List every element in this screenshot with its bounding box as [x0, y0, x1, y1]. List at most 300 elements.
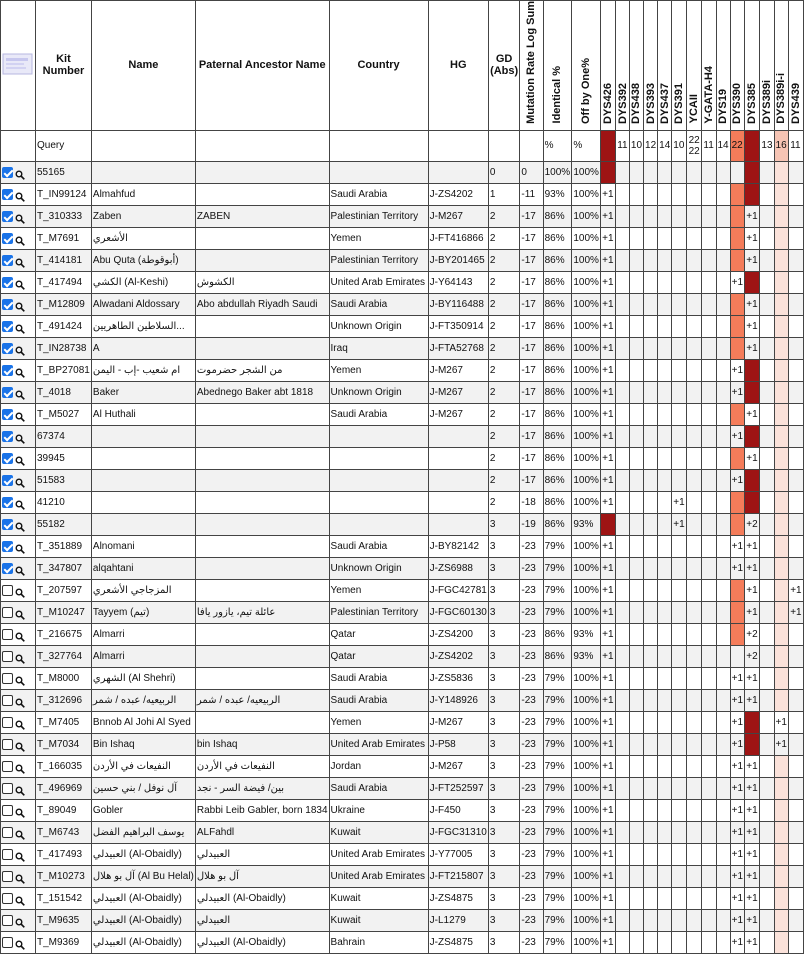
row-checkbox[interactable] — [2, 321, 13, 332]
row-checkbox[interactable] — [2, 739, 13, 750]
row-select-cell — [1, 359, 36, 381]
country-header[interactable]: Country — [329, 1, 428, 131]
name-cell: العبيدلي (Al-Obaidly) — [91, 931, 195, 953]
row-checkbox[interactable] — [2, 673, 13, 684]
marker-cell — [629, 557, 643, 579]
marker-cell — [616, 579, 630, 601]
marker-cell — [702, 205, 716, 227]
magnifier-icon[interactable] — [15, 189, 25, 199]
kit-number[interactable]: T_M5027 — [36, 403, 92, 425]
marker-cell: +1 — [745, 909, 760, 931]
marker-cell — [789, 777, 804, 799]
identical-header[interactable] — [543, 1, 572, 131]
gd-cell: 2 — [488, 205, 520, 227]
marker-cell — [629, 425, 643, 447]
kit-number[interactable]: T_312696 — [36, 689, 92, 711]
identical-cell: 86% — [543, 381, 572, 403]
marker-cell — [716, 557, 730, 579]
marker-cell: +1 — [730, 381, 745, 403]
row-checkbox[interactable] — [2, 563, 13, 574]
row-checkbox[interactable] — [2, 585, 13, 596]
marker-cell — [616, 205, 630, 227]
magnifier-icon[interactable] — [15, 607, 25, 617]
marker-header-8[interactable] — [716, 1, 730, 131]
marker-cell: +1 — [745, 205, 760, 227]
gd-cell: 2 — [488, 337, 520, 359]
marker-cell: +1 — [672, 491, 687, 513]
row-checkbox[interactable] — [2, 871, 13, 882]
marker-cell: +1 — [730, 799, 745, 821]
marker-cell — [658, 359, 672, 381]
marker-cell — [702, 689, 716, 711]
kit-number[interactable]: T_207597 — [36, 579, 92, 601]
magnifier-icon[interactable] — [15, 519, 25, 529]
hg-cell: J-BY201465 — [428, 249, 488, 271]
marker-cell — [644, 447, 658, 469]
mutation-cell: -23 — [520, 645, 543, 667]
gd-cell: 3 — [488, 843, 520, 865]
table-row — [1, 535, 804, 557]
country-cell: Yemen — [329, 227, 428, 249]
kit-number[interactable]: T_491424 — [36, 315, 92, 337]
marker-cell — [629, 513, 643, 535]
row-checkbox[interactable] — [2, 387, 13, 398]
marker-cell — [672, 293, 687, 315]
marker-cell — [716, 711, 730, 733]
marker-cell — [616, 711, 630, 733]
marker-cell: +1 — [601, 777, 616, 799]
marker-cell — [745, 711, 760, 733]
kit-number[interactable]: T_347807 — [36, 557, 92, 579]
magnifier-icon[interactable] — [15, 409, 25, 419]
magnifier-icon[interactable] — [15, 849, 25, 859]
row-checkbox[interactable] — [2, 937, 13, 948]
kit-number[interactable]: T_351889 — [36, 535, 92, 557]
kit-number[interactable]: T_216675 — [36, 623, 92, 645]
marker-cell — [672, 425, 687, 447]
kit-number[interactable]: T_M12809 — [36, 293, 92, 315]
marker-cell — [774, 469, 789, 491]
row-checkbox[interactable] — [2, 541, 13, 552]
marker-cell — [716, 249, 730, 271]
marker-cell — [702, 667, 716, 689]
marker-label: Y-GATA-H4 — [702, 66, 715, 124]
marker-cell — [774, 821, 789, 843]
kit-number[interactable]: T_M7691 — [36, 227, 92, 249]
kit-number[interactable]: T_M10273 — [36, 865, 92, 887]
paternal-cell: العبيدلي — [195, 909, 329, 931]
row-checkbox[interactable] — [2, 651, 13, 662]
marker-cell — [672, 205, 687, 227]
paternal-cell — [195, 469, 329, 491]
kit-number[interactable]: T_BP27081 — [36, 359, 92, 381]
marker-cell — [616, 733, 630, 755]
marker-cell — [716, 733, 730, 755]
magnifier-icon[interactable] — [15, 783, 25, 793]
offbyone-cell: 100% — [572, 733, 601, 755]
marker-cell — [644, 579, 658, 601]
table-row — [1, 425, 804, 447]
kit-number[interactable]: 67374 — [36, 425, 92, 447]
magnifier-icon[interactable] — [15, 695, 25, 705]
row-checkbox[interactable] — [2, 695, 13, 706]
marker-cell — [760, 447, 774, 469]
kit-number[interactable]: T_M6743 — [36, 821, 92, 843]
marker-cell — [658, 799, 672, 821]
marker-cell — [774, 931, 789, 953]
row-checkbox[interactable] — [2, 167, 13, 178]
row-select-cell — [1, 623, 36, 645]
marker-cell — [716, 645, 730, 667]
kit-number[interactable]: T_M9635 — [36, 909, 92, 931]
kit-number[interactable]: 39945 — [36, 447, 92, 469]
row-checkbox[interactable] — [2, 189, 13, 200]
identical-cell: 86% — [543, 337, 572, 359]
row-checkbox[interactable] — [2, 299, 13, 310]
marker-cell — [716, 931, 730, 953]
country-cell: United Arab Emirates — [329, 271, 428, 293]
row-checkbox[interactable] — [2, 277, 13, 288]
name-cell: آل بو هلال (Al Bu Helal) — [91, 865, 195, 887]
hg-header[interactable]: HG — [428, 1, 488, 131]
kit-number[interactable]: T_M7034 — [36, 733, 92, 755]
magnifier-icon[interactable] — [15, 211, 25, 221]
kit-number[interactable]: T_M10247 — [36, 601, 92, 623]
row-checkbox[interactable] — [2, 629, 13, 640]
query-cell — [428, 130, 488, 161]
marker-cell: +1 — [730, 821, 745, 843]
marker-header-3[interactable] — [644, 1, 658, 131]
paternal-cell — [195, 249, 329, 271]
marker-cell — [686, 513, 701, 535]
magnifier-icon[interactable] — [15, 167, 25, 177]
magnifier-icon[interactable] — [15, 827, 25, 837]
marker-header-11[interactable] — [760, 1, 774, 131]
marker-cell — [616, 161, 630, 183]
marker-cell — [789, 843, 804, 865]
marker-header-10[interactable] — [745, 1, 760, 131]
marker-cell: +1 — [730, 931, 745, 953]
select-all-header[interactable] — [1, 1, 36, 131]
identical-cell: 86% — [543, 513, 572, 535]
magnifier-icon[interactable] — [15, 387, 25, 397]
kit-number[interactable]: T_496969 — [36, 777, 92, 799]
kit-number[interactable]: T_M7405 — [36, 711, 92, 733]
identical-cell: 79% — [543, 887, 572, 909]
marker-cell — [716, 887, 730, 909]
marker-cell: +1 — [745, 403, 760, 425]
marker-cell — [644, 557, 658, 579]
magnifier-icon[interactable] — [15, 585, 25, 595]
marker-header-13[interactable] — [789, 1, 804, 131]
marker-cell — [789, 359, 804, 381]
table-row — [1, 337, 804, 359]
mutation-cell: -17 — [520, 271, 543, 293]
marker-cell — [686, 689, 701, 711]
row-checkbox[interactable] — [2, 607, 13, 618]
row-checkbox[interactable] — [2, 519, 13, 530]
offbyone-cell: 100% — [572, 865, 601, 887]
kit-number[interactable]: T_M9369 — [36, 931, 92, 953]
marker-cell — [616, 381, 630, 403]
query-marker: 10 — [629, 130, 643, 161]
marker-header-1[interactable] — [616, 1, 630, 131]
offbyone-cell: 100% — [572, 821, 601, 843]
table-row — [1, 579, 804, 601]
kit-number[interactable]: T_IN99124 — [36, 183, 92, 205]
identical-cell: 86% — [543, 491, 572, 513]
magnifier-icon[interactable] — [15, 299, 25, 309]
marker-cell — [716, 271, 730, 293]
kit-number[interactable]: 41210 — [36, 491, 92, 513]
magnifier-icon[interactable] — [15, 277, 25, 287]
marker-cell — [658, 821, 672, 843]
magnifier-icon[interactable] — [15, 717, 25, 727]
marker-cell — [702, 183, 716, 205]
marker-cell — [702, 403, 716, 425]
row-checkbox[interactable] — [2, 761, 13, 772]
marker-header-2[interactable] — [629, 1, 643, 131]
marker-cell — [616, 271, 630, 293]
name-cell: يوسف البراهيم الفضل — [91, 821, 195, 843]
marker-cell: +1 — [730, 755, 745, 777]
marker-cell — [702, 491, 716, 513]
marker-header-0[interactable] — [601, 1, 616, 131]
gd-cell: 3 — [488, 645, 520, 667]
row-checkbox[interactable] — [2, 255, 13, 266]
magnifier-icon[interactable] — [15, 233, 25, 243]
magnifier-icon[interactable] — [15, 761, 25, 771]
marker-cell: +2 — [745, 645, 760, 667]
marker-cell — [658, 865, 672, 887]
magnifier-icon[interactable] — [15, 541, 25, 551]
marker-cell — [644, 887, 658, 909]
magnifier-icon[interactable] — [15, 739, 25, 749]
row-checkbox[interactable] — [2, 211, 13, 222]
gd-cell: 2 — [488, 381, 520, 403]
marker-cell — [760, 887, 774, 909]
name-cell: Almarri — [91, 623, 195, 645]
paternal-cell: الكشوش — [195, 271, 329, 293]
marker-cell — [658, 249, 672, 271]
offbyone-cell: 100% — [572, 601, 601, 623]
marker-cell — [686, 755, 701, 777]
marker-cell — [658, 931, 672, 953]
mutation-cell: -23 — [520, 821, 543, 843]
kit-number[interactable]: T_4018 — [36, 381, 92, 403]
mutation-cell: -23 — [520, 799, 543, 821]
gd-cell: 3 — [488, 579, 520, 601]
kit-number[interactable]: T_417494 — [36, 271, 92, 293]
marker-cell — [658, 667, 672, 689]
marker-cell — [789, 447, 804, 469]
marker-cell — [760, 469, 774, 491]
kit-number[interactable]: 55182 — [36, 513, 92, 535]
table-row — [1, 403, 804, 425]
marker-header-9[interactable] — [730, 1, 745, 131]
marker-cell — [789, 249, 804, 271]
kit-number[interactable]: T_414181 — [36, 249, 92, 271]
magnifier-icon[interactable] — [15, 563, 25, 573]
marker-cell: +1 — [601, 535, 616, 557]
marker-cell — [616, 469, 630, 491]
marker-cell — [629, 249, 643, 271]
marker-header-5[interactable] — [672, 1, 687, 131]
marker-header-4[interactable] — [658, 1, 672, 131]
marker-cell — [716, 403, 730, 425]
gd-cell: 2 — [488, 491, 520, 513]
magnifier-icon[interactable] — [15, 893, 25, 903]
marker-cell — [658, 777, 672, 799]
marker-cell — [686, 667, 701, 689]
row-checkbox[interactable] — [2, 805, 13, 816]
marker-cell — [672, 689, 687, 711]
marker-header-12[interactable] — [774, 1, 789, 131]
magnifier-icon[interactable] — [15, 343, 25, 353]
marker-cell — [686, 821, 701, 843]
marker-cell — [774, 447, 789, 469]
magnifier-icon[interactable] — [15, 475, 25, 485]
marker-cell — [789, 711, 804, 733]
kit-number[interactable]: T_151542 — [36, 887, 92, 909]
name-cell: alqahtani — [91, 557, 195, 579]
paternal-cell — [195, 315, 329, 337]
name-cell: ام شعيب -إب - اليمن — [91, 359, 195, 381]
magnifier-icon[interactable] — [15, 805, 25, 815]
table-row — [1, 381, 804, 403]
kit-number[interactable]: 55165 — [36, 161, 92, 183]
magnifier-icon[interactable] — [15, 497, 25, 507]
marker-cell — [616, 557, 630, 579]
paternal-header[interactable]: Paternal Ancestor Name — [195, 1, 329, 131]
marker-cell — [760, 601, 774, 623]
marker-cell — [760, 909, 774, 931]
mutation-cell: 0 — [520, 161, 543, 183]
marker-header-6[interactable] — [686, 1, 701, 131]
marker-cell — [789, 689, 804, 711]
name-header[interactable]: Name — [91, 1, 195, 131]
marker-cell — [658, 403, 672, 425]
country-cell: Qatar — [329, 623, 428, 645]
kit-number[interactable]: 51583 — [36, 469, 92, 491]
row-checkbox[interactable] — [2, 233, 13, 244]
magnifier-icon[interactable] — [15, 673, 25, 683]
marker-cell — [686, 865, 701, 887]
marker-cell — [745, 733, 760, 755]
row-checkbox[interactable] — [2, 915, 13, 926]
marker-cell — [730, 337, 745, 359]
row-checkbox[interactable] — [2, 849, 13, 860]
name-cell — [91, 161, 195, 183]
row-select-cell — [1, 777, 36, 799]
marker-cell — [629, 183, 643, 205]
magnifier-icon[interactable] — [15, 321, 25, 331]
row-checkbox[interactable] — [2, 453, 13, 464]
magnifier-icon[interactable] — [15, 431, 25, 441]
query-label: Query — [36, 130, 92, 161]
marker-cell — [702, 161, 716, 183]
magnifier-icon[interactable] — [15, 871, 25, 881]
query-offbyone: % — [572, 130, 601, 161]
kit-number[interactable]: T_417493 — [36, 843, 92, 865]
row-checkbox[interactable] — [2, 343, 13, 354]
row-checkbox[interactable] — [2, 783, 13, 794]
hg-cell — [428, 447, 488, 469]
gd-cell: 3 — [488, 755, 520, 777]
row-checkbox[interactable] — [2, 497, 13, 508]
row-checkbox[interactable] — [2, 893, 13, 904]
magnifier-icon[interactable] — [15, 453, 25, 463]
row-checkbox[interactable] — [2, 717, 13, 728]
kit-number[interactable]: T_M8000 — [36, 667, 92, 689]
identical-cell: 100% — [543, 161, 572, 183]
marker-cell — [702, 821, 716, 843]
marker-cell — [702, 843, 716, 865]
marker-cell — [760, 183, 774, 205]
kit-number[interactable]: T_89049 — [36, 799, 92, 821]
marker-cell — [616, 799, 630, 821]
kit-number[interactable]: T_327764 — [36, 645, 92, 667]
marker-cell — [629, 227, 643, 249]
offbyone-header[interactable] — [572, 1, 601, 131]
marker-cell: +1 — [745, 667, 760, 689]
query-marker: 11 — [789, 130, 804, 161]
hg-cell: J-FT215807 — [428, 865, 488, 887]
country-cell: Yemen — [329, 579, 428, 601]
row-checkbox[interactable] — [2, 431, 13, 442]
row-checkbox[interactable] — [2, 365, 13, 376]
hg-cell: J-ZS4200 — [428, 623, 488, 645]
marker-cell — [702, 535, 716, 557]
marker-cell — [644, 271, 658, 293]
kit-number[interactable]: T_IN28738 — [36, 337, 92, 359]
offbyone-cell: 100% — [572, 909, 601, 931]
mutation-cell: -17 — [520, 403, 543, 425]
gd-header[interactable]: GD (Abs) — [488, 1, 520, 131]
kit-number-header[interactable]: Kit Number — [36, 1, 92, 131]
hg-cell: J-M267 — [428, 205, 488, 227]
magnifier-icon[interactable] — [15, 651, 25, 661]
magnifier-icon[interactable] — [15, 255, 25, 265]
marker-cell — [774, 271, 789, 293]
table-row — [1, 777, 804, 799]
magnifier-icon[interactable] — [15, 937, 25, 947]
marker-header-7[interactable] — [702, 1, 716, 131]
paternal-cell: العبيدلي (Al-Obaidly) — [195, 887, 329, 909]
name-cell: Baker — [91, 381, 195, 403]
hg-cell — [428, 425, 488, 447]
marker-cell — [774, 513, 789, 535]
offbyone-cell: 100% — [572, 271, 601, 293]
row-checkbox[interactable] — [2, 827, 13, 838]
row-checkbox[interactable] — [2, 409, 13, 420]
mutation-header[interactable] — [520, 1, 543, 131]
kit-number[interactable]: T_166035 — [36, 755, 92, 777]
magnifier-icon[interactable] — [15, 629, 25, 639]
marker-cell — [745, 183, 760, 205]
row-checkbox[interactable] — [2, 475, 13, 486]
marker-cell: +1 — [601, 491, 616, 513]
table-row — [1, 249, 804, 271]
marker-cell — [629, 579, 643, 601]
marker-cell — [789, 865, 804, 887]
magnifier-icon[interactable] — [15, 365, 25, 375]
marker-cell — [616, 337, 630, 359]
kit-number[interactable]: T_310333 — [36, 205, 92, 227]
marker-cell — [686, 799, 701, 821]
identical-cell: 79% — [543, 799, 572, 821]
identical-cell: 79% — [543, 931, 572, 953]
